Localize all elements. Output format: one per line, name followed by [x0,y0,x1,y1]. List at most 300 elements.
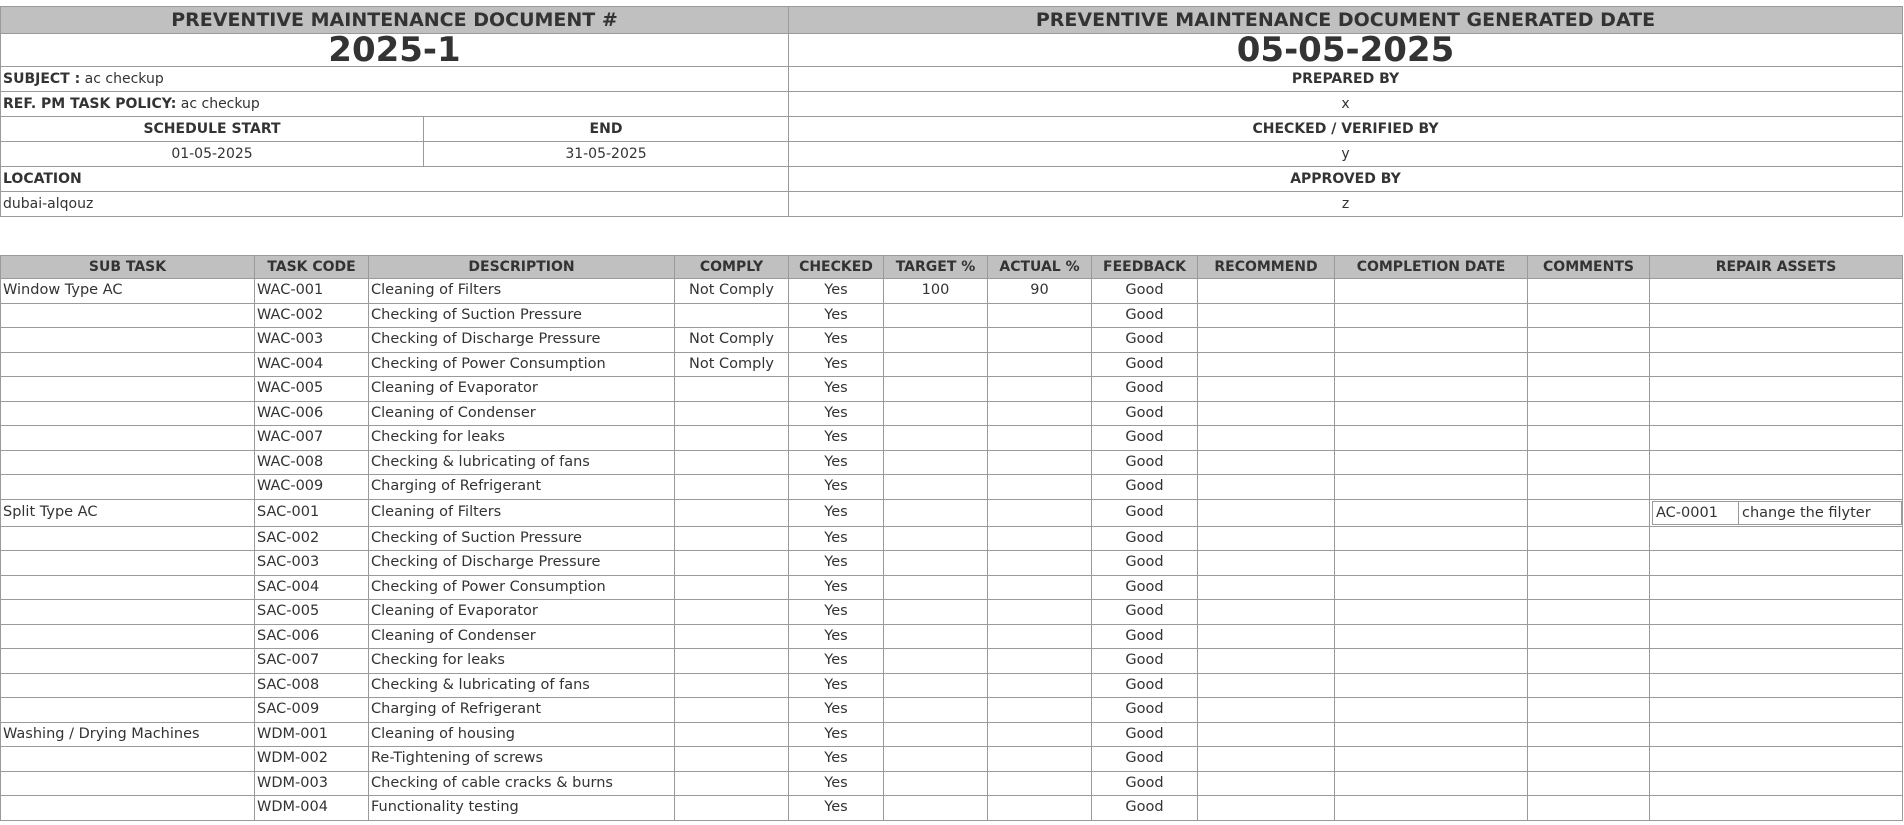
task-code-cell: WDM-002 [255,747,369,772]
table-row [1,426,1903,451]
task-code-cell: SAC-006 [255,624,369,649]
repair-assets-cell [1650,771,1903,796]
target-cell [884,600,988,625]
asset-note: change the filyter [1742,504,1871,521]
checked-cell: Yes [789,526,884,551]
target-cell [884,352,988,377]
target-cell [884,526,988,551]
description-cell: Cleaning of Condenser [369,624,675,649]
repair-assets-cell [1650,673,1903,698]
table-header-row [1,256,1903,279]
repair-assets-cell [1650,649,1903,674]
subtask-table [0,255,1903,821]
table-row [1,624,1903,649]
completion-date-cell [1335,352,1528,377]
column-header: SUB TASK [1,256,255,279]
completion-date-cell [1335,796,1528,821]
completion-date-cell [1335,600,1528,625]
comply-cell [675,426,789,451]
repair-assets-cell [1650,450,1903,475]
prepared-by-label: PREPARED BY [789,67,1903,92]
checked-cell: Yes [789,401,884,426]
comments-cell [1528,352,1650,377]
description-cell: Cleaning of housing [369,722,675,747]
comments-cell [1528,450,1650,475]
repair-assets-cell [1650,401,1903,426]
completion-date-cell [1335,450,1528,475]
comply-cell: Not Comply [675,279,789,304]
comments-cell [1528,649,1650,674]
repair-assets-cell [1650,475,1903,500]
comments-cell [1528,624,1650,649]
repair-assets-cell [1650,303,1903,328]
comply-cell: Not Comply [675,352,789,377]
feedback-cell: Good [1092,377,1198,402]
sub-task-cell [1,673,255,698]
comply-cell [675,698,789,723]
sub-task-cell [1,796,255,821]
completion-date-cell [1335,328,1528,353]
checked-cell: Yes [789,475,884,500]
description-cell: Checking & lubricating of fans [369,673,675,698]
target-cell: 100 [884,279,988,304]
repair-assets-cell [1650,328,1903,353]
comments-cell [1528,526,1650,551]
task-code-cell: WDM-003 [255,771,369,796]
sub-task-cell: Split Type AC [1,499,255,526]
table-row [1,279,1903,304]
table-row [1,747,1903,772]
checked-cell: Yes [789,624,884,649]
subject-value: ac checkup [84,71,164,87]
task-code-cell: WAC-008 [255,450,369,475]
task-code-cell: WAC-003 [255,328,369,353]
sub-task-cell [1,426,255,451]
actual-cell [988,551,1092,576]
task-code-cell: WAC-002 [255,303,369,328]
feedback-cell: Good [1092,499,1198,526]
actual-cell [988,600,1092,625]
completion-date-cell [1335,303,1528,328]
description-cell: Cleaning of Evaporator [369,600,675,625]
target-cell [884,401,988,426]
sub-task-cell [1,526,255,551]
repair-assets-cell [1650,279,1903,304]
subject-cell [1,67,789,92]
comply-cell [675,649,789,674]
description-cell: Checking for leaks [369,649,675,674]
actual-cell [988,796,1092,821]
feedback-cell: Good [1092,796,1198,821]
target-cell [884,575,988,600]
actual-cell [988,526,1092,551]
completion-date-cell [1335,698,1528,723]
table-row [1,450,1903,475]
target-cell [884,499,988,526]
recommend-cell [1198,673,1335,698]
actual-cell [988,475,1092,500]
sub-task-cell [1,624,255,649]
table-row [1,377,1903,402]
completion-date-cell [1335,771,1528,796]
repair-assets-cell [1650,377,1903,402]
sub-task-cell [1,600,255,625]
repair-assets-cell [1650,698,1903,723]
feedback-cell: Good [1092,303,1198,328]
sub-task-cell [1,747,255,772]
actual-cell [988,698,1092,723]
completion-date-cell [1335,649,1528,674]
checked-cell: Yes [789,303,884,328]
comply-cell [675,600,789,625]
sub-task-cell [1,303,255,328]
sub-task-cell [1,352,255,377]
sub-task-cell [1,771,255,796]
description-cell: Checking of Power Consumption [369,352,675,377]
comply-cell [675,771,789,796]
sub-task-cell [1,401,255,426]
feedback-cell: Good [1092,600,1198,625]
column-header: COMPLETION DATE [1335,256,1528,279]
task-code-cell: SAC-008 [255,673,369,698]
checked-cell: Yes [789,673,884,698]
comments-cell [1528,401,1650,426]
comments-cell [1528,377,1650,402]
sub-task-cell: Window Type AC [1,279,255,304]
approved-by-label: APPROVED BY [789,167,1903,192]
task-code-cell: SAC-004 [255,575,369,600]
comments-cell [1528,722,1650,747]
sub-task-cell [1,475,255,500]
table-row [1,303,1903,328]
repair-assets-cell [1650,499,1903,526]
table-row [1,771,1903,796]
repair-assets-cell [1650,747,1903,772]
repair-assets-cell [1650,551,1903,576]
repair-assets-cell [1650,624,1903,649]
comments-cell [1528,771,1650,796]
task-code-cell: WAC-007 [255,426,369,451]
comments-cell [1528,698,1650,723]
doc-number: 2025-1 [1,34,789,67]
checked-by-label: CHECKED / VERIFIED BY [789,117,1903,142]
completion-date-cell [1335,377,1528,402]
table-row [1,600,1903,625]
sub-task-cell [1,649,255,674]
recommend-cell [1198,575,1335,600]
actual-cell [988,401,1092,426]
actual-cell: 90 [988,279,1092,304]
approved-by-value: z [789,192,1903,217]
comply-cell [675,624,789,649]
actual-cell [988,649,1092,674]
task-code-cell: SAC-002 [255,526,369,551]
recommend-cell [1198,401,1335,426]
target-cell [884,649,988,674]
comments-cell [1528,575,1650,600]
sub-task-cell [1,328,255,353]
checked-cell: Yes [789,698,884,723]
comply-cell [675,475,789,500]
completion-date-cell [1335,575,1528,600]
comments-cell [1528,303,1650,328]
repair-assets-cell [1650,426,1903,451]
checked-cell: Yes [789,796,884,821]
comments-cell [1528,600,1650,625]
task-code-cell: WAC-005 [255,377,369,402]
repair-assets-cell [1650,600,1903,625]
description-cell: Checking of Power Consumption [369,575,675,600]
checked-cell: Yes [789,426,884,451]
completion-date-cell [1335,279,1528,304]
feedback-cell: Good [1092,575,1198,600]
recommend-cell [1198,722,1335,747]
actual-cell [988,377,1092,402]
target-cell [884,747,988,772]
description-cell: Cleaning of Evaporator [369,377,675,402]
task-code-cell: WDM-001 [255,722,369,747]
comments-cell [1528,673,1650,698]
schedule-end-label: END [424,117,789,142]
target-cell [884,303,988,328]
schedule-start-value: 01-05-2025 [1,142,424,167]
table-row [1,352,1903,377]
description-cell: Cleaning of Filters [369,499,675,526]
task-code-cell: SAC-005 [255,600,369,625]
sub-task-cell [1,551,255,576]
checked-cell: Yes [789,649,884,674]
actual-cell [988,499,1092,526]
repair-assets-cell [1650,722,1903,747]
completion-date-cell [1335,551,1528,576]
comply-cell [675,673,789,698]
repair-assets-cell [1650,352,1903,377]
comply-cell [675,450,789,475]
sub-task-cell [1,575,255,600]
actual-cell [988,673,1092,698]
location-label: LOCATION [1,167,789,192]
policy-cell [1,92,789,117]
recommend-cell [1198,526,1335,551]
recommend-cell [1198,698,1335,723]
comply-cell [675,499,789,526]
comply-cell [675,377,789,402]
recommend-cell [1198,352,1335,377]
recommend-cell [1198,796,1335,821]
description-cell: Charging of Refrigerant [369,475,675,500]
target-cell [884,673,988,698]
target-cell [884,796,988,821]
recommend-cell [1198,303,1335,328]
description-cell: Checking of cable cracks & burns [369,771,675,796]
generated-date-label: PREVENTIVE MAINTENANCE DOCUMENT GENERATED DATE [789,7,1903,34]
feedback-cell: Good [1092,698,1198,723]
actual-cell [988,328,1092,353]
table-row [1,526,1903,551]
feedback-cell: Good [1092,747,1198,772]
checked-cell: Yes [789,551,884,576]
recommend-cell [1198,475,1335,500]
completion-date-cell [1335,747,1528,772]
policy-value: ac checkup [180,96,260,112]
completion-date-cell [1335,426,1528,451]
actual-cell [988,575,1092,600]
comments-cell [1528,551,1650,576]
task-code-cell: WAC-006 [255,401,369,426]
target-cell [884,475,988,500]
actual-cell [988,722,1092,747]
feedback-cell: Good [1092,551,1198,576]
repair-assets-cell [1650,796,1903,821]
document-header-table [0,6,1903,217]
task-code-cell: WDM-004 [255,796,369,821]
recommend-cell [1198,426,1335,451]
subject-label: SUBJECT : [3,71,81,87]
repair-asset-entry [1652,501,1902,525]
checked-cell: Yes [789,600,884,625]
schedule-start-label: SCHEDULE START [1,117,424,142]
column-header: COMPLY [675,256,789,279]
task-code-cell: SAC-007 [255,649,369,674]
comply-cell [675,551,789,576]
comply-cell [675,722,789,747]
asset-code: AC-0001 [1653,502,1739,524]
checked-cell: Yes [789,377,884,402]
comments-cell [1528,499,1650,526]
completion-date-cell [1335,475,1528,500]
column-header: REPAIR ASSETS [1650,256,1903,279]
generated-date: 05-05-2025 [789,34,1903,67]
comply-cell [675,747,789,772]
table-row [1,649,1903,674]
repair-assets-cell [1650,526,1903,551]
recommend-cell [1198,328,1335,353]
sub-task-cell [1,377,255,402]
column-header: FEEDBACK [1092,256,1198,279]
actual-cell [988,747,1092,772]
description-cell: Re-Tightening of screws [369,747,675,772]
task-code-cell: WAC-001 [255,279,369,304]
recommend-cell [1198,450,1335,475]
description-cell: Checking of Suction Pressure [369,526,675,551]
target-cell [884,624,988,649]
feedback-cell: Good [1092,450,1198,475]
column-header: CHECKED [789,256,884,279]
target-cell [884,377,988,402]
table-row [1,698,1903,723]
description-cell: Cleaning of Condenser [369,401,675,426]
comply-cell [675,526,789,551]
comments-cell [1528,426,1650,451]
column-header: DESCRIPTION [369,256,675,279]
schedule-end-value: 31-05-2025 [424,142,789,167]
column-header: COMMENTS [1528,256,1650,279]
feedback-cell: Good [1092,673,1198,698]
comments-cell [1528,747,1650,772]
description-cell: Checking of Discharge Pressure [369,328,675,353]
actual-cell [988,303,1092,328]
sub-task-cell [1,698,255,723]
completion-date-cell [1335,499,1528,526]
prepared-by-value: x [789,92,1903,117]
recommend-cell [1198,551,1335,576]
recommend-cell [1198,747,1335,772]
recommend-cell [1198,649,1335,674]
comply-cell [675,575,789,600]
table-row [1,722,1903,747]
recommend-cell [1198,279,1335,304]
table-row [1,475,1903,500]
task-code-cell: SAC-001 [255,499,369,526]
completion-date-cell [1335,722,1528,747]
sub-task-cell [1,450,255,475]
table-row [1,673,1903,698]
column-header: TARGET % [884,256,988,279]
comply-cell [675,303,789,328]
comments-cell [1528,796,1650,821]
column-header: TASK CODE [255,256,369,279]
doc-number-label: PREVENTIVE MAINTENANCE DOCUMENT # [1,7,789,34]
feedback-cell: Good [1092,426,1198,451]
completion-date-cell [1335,624,1528,649]
actual-cell [988,771,1092,796]
description-cell: Checking of Discharge Pressure [369,551,675,576]
recommend-cell [1198,624,1335,649]
feedback-cell: Good [1092,649,1198,674]
recommend-cell [1198,499,1335,526]
column-header: ACTUAL % [988,256,1092,279]
target-cell [884,698,988,723]
location-value: dubai-alqouz [1,192,789,217]
description-cell: Checking for leaks [369,426,675,451]
description-cell: Checking of Suction Pressure [369,303,675,328]
table-row [1,499,1903,526]
description-cell: Charging of Refrigerant [369,698,675,723]
checked-cell: Yes [789,279,884,304]
feedback-cell: Good [1092,771,1198,796]
feedback-cell: Good [1092,475,1198,500]
completion-date-cell [1335,526,1528,551]
sub-task-cell: Washing / Drying Machines [1,722,255,747]
feedback-cell: Good [1092,526,1198,551]
feedback-cell: Good [1092,279,1198,304]
comply-cell [675,401,789,426]
target-cell [884,722,988,747]
checked-cell: Yes [789,575,884,600]
actual-cell [988,450,1092,475]
feedback-cell: Good [1092,352,1198,377]
checked-cell: Yes [789,747,884,772]
feedback-cell: Good [1092,401,1198,426]
target-cell [884,771,988,796]
completion-date-cell [1335,673,1528,698]
checked-by-value: y [789,142,1903,167]
checked-cell: Yes [789,771,884,796]
task-code-cell: WAC-009 [255,475,369,500]
table-row [1,575,1903,600]
target-cell [884,328,988,353]
table-row [1,401,1903,426]
policy-label: REF. PM TASK POLICY: [3,96,177,112]
repair-assets-cell [1650,575,1903,600]
table-row [1,796,1903,821]
column-header: RECOMMEND [1198,256,1335,279]
table-body [1,279,1903,821]
recommend-cell [1198,377,1335,402]
checked-cell: Yes [789,352,884,377]
checked-cell: Yes [789,499,884,526]
target-cell [884,551,988,576]
